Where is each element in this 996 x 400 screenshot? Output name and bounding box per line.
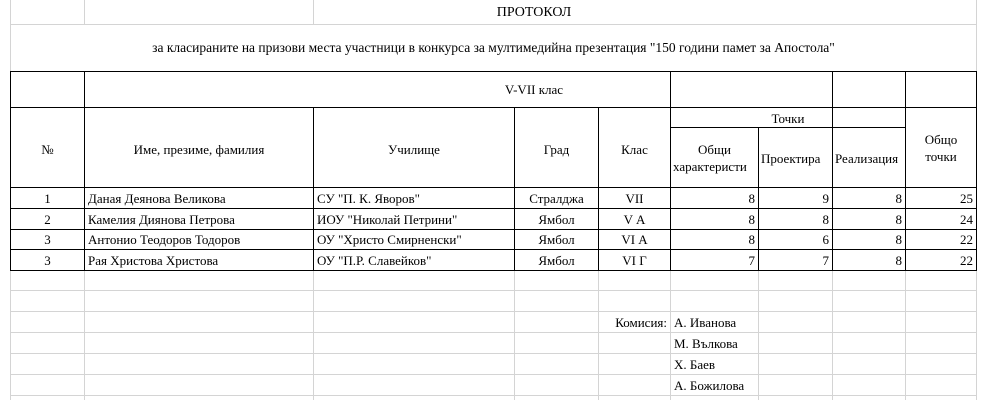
cell-grade: VI А <box>621 232 648 247</box>
cell-school: ОУ "Христо Смирненски" <box>317 232 462 247</box>
cell-realization: 8 <box>895 211 902 227</box>
gridline <box>758 270 759 400</box>
cell-general: 8 <box>748 232 755 247</box>
header-school: Училище <box>388 141 440 157</box>
cell-name: Камелия Диянова Петрова <box>88 211 235 227</box>
document-subtitle: за класираните на призови места участници в конкурса за мултимедийна презентация "150 години памет за Апостола" <box>152 39 835 55</box>
header-total-line1: Общо <box>924 132 958 147</box>
header-realization: Реализация <box>835 150 899 166</box>
cell-name: Даная Деянова Великова <box>88 190 226 206</box>
commission-member: А. Божилова <box>674 377 745 393</box>
cell-realization: 8 <box>895 232 902 247</box>
gridline <box>84 0 85 24</box>
commission-member: Х. Баев <box>674 356 716 372</box>
commission-member: М. Вълкова <box>674 335 738 351</box>
table-border <box>976 71 977 271</box>
cell-realization: 8 <box>895 190 902 206</box>
cell-grade: VII <box>625 190 644 206</box>
header-city: Град <box>543 141 570 157</box>
cell-num: 3 <box>44 232 51 247</box>
cell-num: 2 <box>44 211 51 227</box>
header-general-line1: Общи <box>698 142 731 157</box>
cell-city: Стралджа <box>529 190 584 206</box>
cell-city: Ямбол <box>538 252 575 268</box>
table-border <box>670 127 906 128</box>
commission-label: Комисия: <box>615 314 667 330</box>
cell-project: 6 <box>822 232 829 247</box>
cell-city: Ямбол <box>538 211 575 227</box>
commission-member: А. Иванова <box>674 314 737 330</box>
document-title: ПРОТОКОЛ <box>496 4 572 20</box>
gridline <box>84 270 85 400</box>
gridline <box>905 270 906 400</box>
cell-num: 1 <box>44 190 51 206</box>
cell-num: 3 <box>44 252 51 268</box>
cell-school: ОУ "П.Р. Славейков" <box>317 252 432 268</box>
cell-name: Антонио Теодоров Тодоров <box>88 232 241 247</box>
cell-realization: 8 <box>895 252 902 268</box>
cell-total: 24 <box>960 211 973 227</box>
cell-school: СУ "П. К. Яворов" <box>317 190 420 206</box>
cell-school: ИОУ "Николай Петрини" <box>317 211 458 227</box>
cell-project: 7 <box>822 252 829 268</box>
cell-project: 8 <box>822 211 829 227</box>
gridline <box>514 270 515 400</box>
gridline <box>313 270 314 400</box>
header-num: № <box>41 141 54 157</box>
cell-city: Ямбол <box>538 232 575 247</box>
cell-grade: V А <box>623 211 646 227</box>
cell-general: 8 <box>748 190 755 206</box>
cell-general: 7 <box>748 252 755 268</box>
header-points: Точки <box>771 110 805 126</box>
class-group-label: V-VII клас <box>504 81 564 97</box>
cell-grade: VI Г <box>622 252 647 268</box>
cell-total: 25 <box>960 190 973 206</box>
gridline <box>10 24 977 25</box>
header-project: Проектира <box>761 150 821 166</box>
header-grade: Клас <box>621 141 648 157</box>
gridline <box>832 270 833 400</box>
header-name: Име, презиме, фамилия <box>133 141 265 157</box>
cell-total: 22 <box>960 232 973 247</box>
cell-general: 8 <box>748 211 755 227</box>
header-general-line2: характеристи <box>673 159 747 174</box>
cell-total: 22 <box>960 252 973 268</box>
cell-name: Рая Христова Христова <box>88 252 219 268</box>
gridline <box>598 270 599 400</box>
header-total-line2: точки <box>925 149 957 164</box>
cell-project: 9 <box>822 190 829 206</box>
